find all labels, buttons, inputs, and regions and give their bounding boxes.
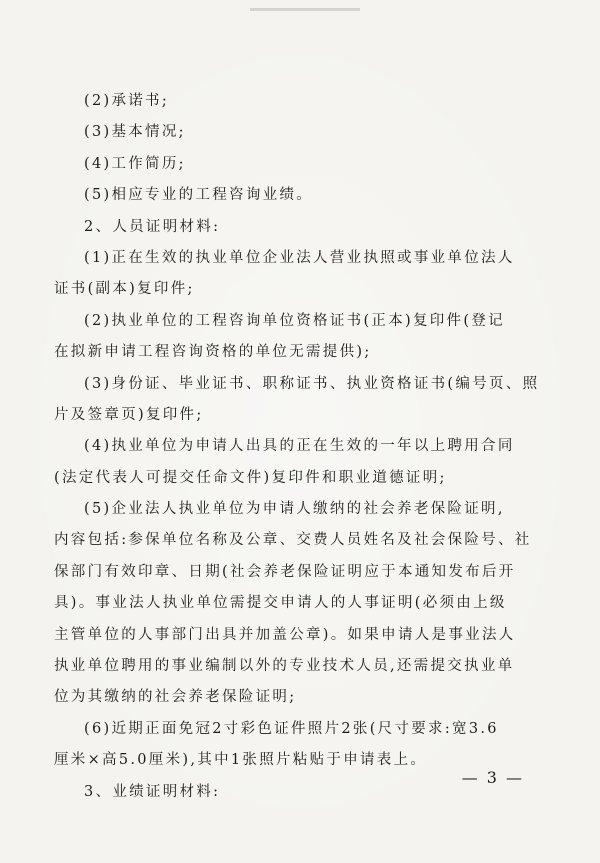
scan-artifact xyxy=(250,8,360,11)
text-line: 具)。事业法人执业单位需提交申请人的人事证明(必须由上级 xyxy=(54,595,507,612)
text-line: (1)正在生效的执业单位企业法人营业执照或事业单位法人 xyxy=(84,249,515,266)
text-line: (2)承诺书; xyxy=(84,93,170,109)
text-line: (3)身份证、毕业证书、职称证书、执业资格证书(编号页、照 xyxy=(84,375,540,392)
text-line: (4)执业单位为申请人出具的正在生效的一年以上聘用合同 xyxy=(84,438,515,455)
text-line: (4)工作简历; xyxy=(84,155,186,172)
text-line: (3)基本情况; xyxy=(84,124,186,141)
text-line: (2)执业单位的工程咨询单位资格证书(正本)复印件(登记 xyxy=(84,312,505,329)
document-body xyxy=(54,86,564,808)
text-line: 执业单位聘用的事业编制以外的专业技术人员,还需提交执业单 xyxy=(54,658,515,675)
text-line: (法定代表人可提交任命文件)复印件和职业道德证明; xyxy=(54,469,447,486)
text-line: 保部门有效印章、日期(社会养老保险证明应于本通知发布后开 xyxy=(54,563,516,580)
section-heading: 3、业绩证明材料: xyxy=(84,783,221,800)
text-line: 主管单位的人事部门出具并加盖公章)。如果申请人是事业法人 xyxy=(54,626,516,643)
text-line: 位为其缴纳的社会养老保险证明; xyxy=(54,689,297,706)
section-heading: 2、人员证明材料: xyxy=(84,218,221,235)
text-line: (5)相应专业的工程咨询业绩。 xyxy=(84,187,314,204)
text-line: 厘米×高5.0厘米),其中1张照片粘贴于申请表上。 xyxy=(54,752,428,769)
text-line: 片及签章页)复印件; xyxy=(54,406,204,423)
text-line: 在拟新申请工程咨询资格的单位无需提供); xyxy=(54,344,372,361)
text-line: (5)企业法人执业单位为申请人缴纳的社会养老保险证明, xyxy=(84,501,505,518)
text-line: (6)近期正面免冠2寸彩色证件照片2张(尺寸要求:宽3.6 xyxy=(84,720,499,737)
text-line: 证书(副本)复印件; xyxy=(54,281,195,298)
page-number: — 3 — xyxy=(461,768,524,787)
text-line: 内容包括:参保单位名称及公章、交费人员姓名及社会保险号、社 xyxy=(54,532,532,549)
